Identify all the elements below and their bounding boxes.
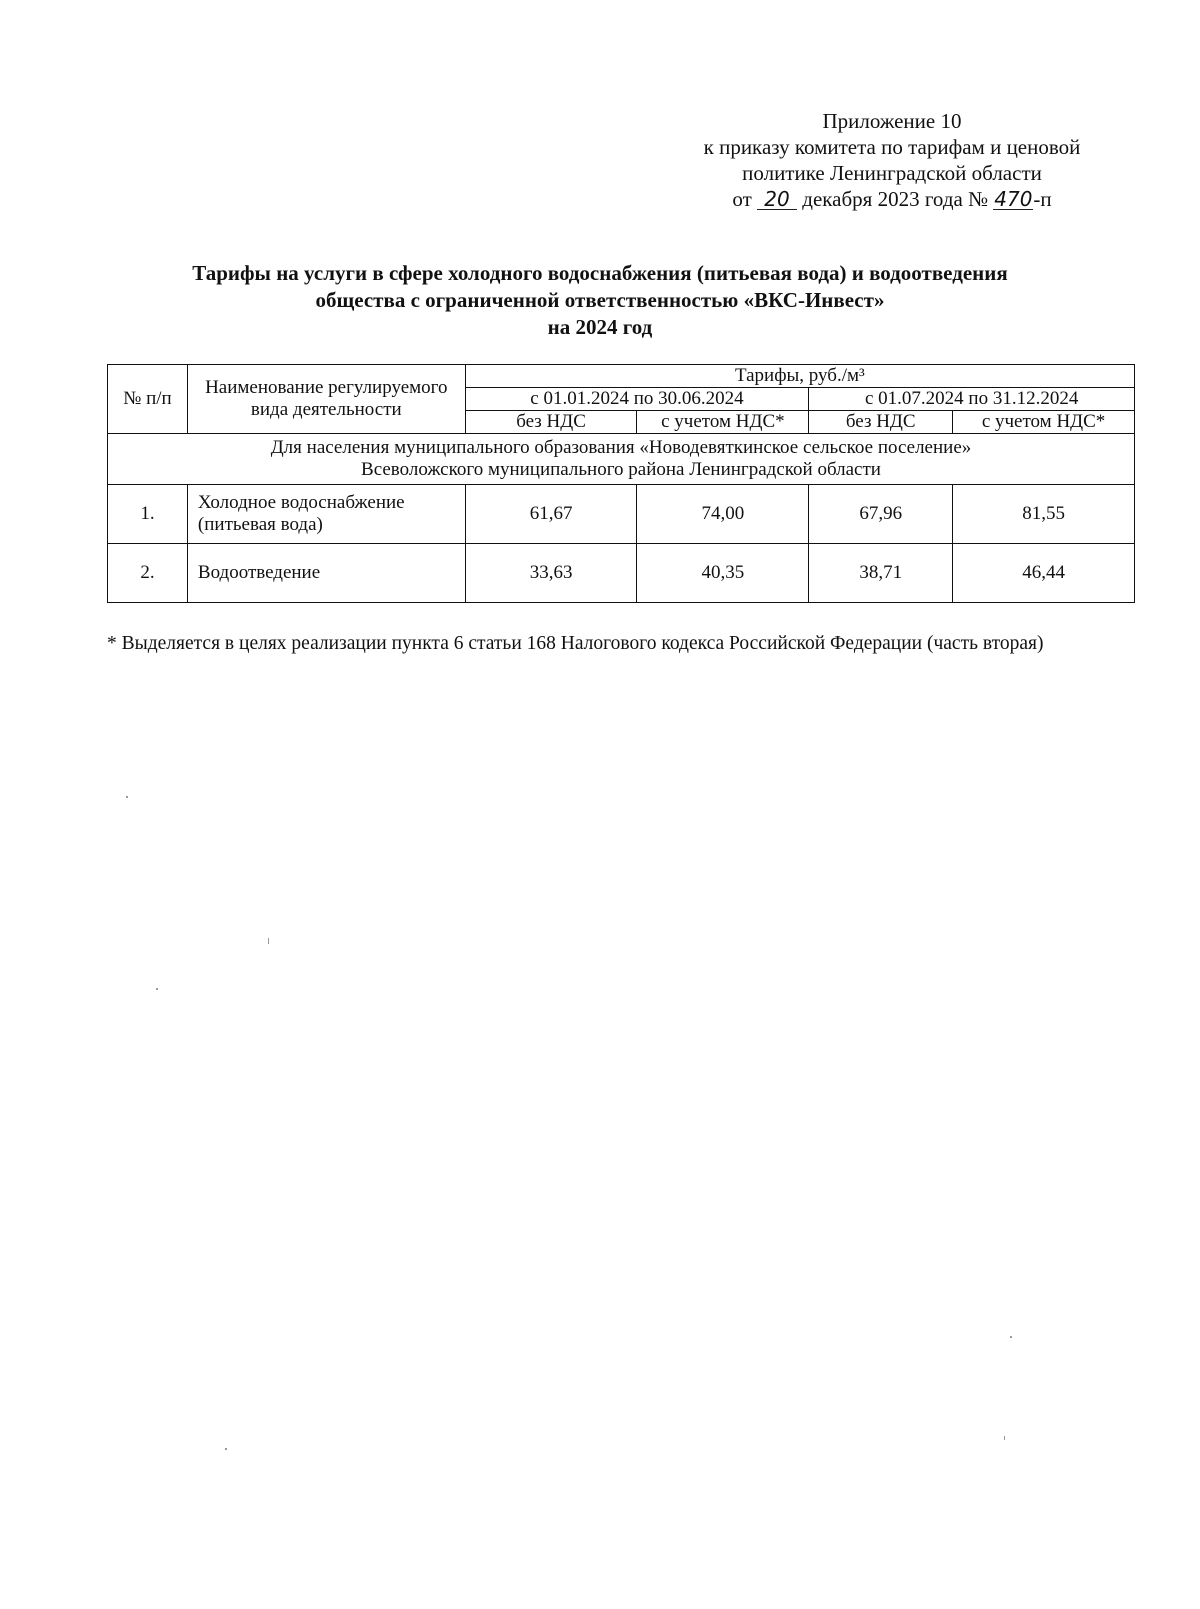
- scan-speck: [1010, 1336, 1012, 1338]
- row-p2-no-vat: 67,96: [809, 485, 953, 544]
- row-p2-with-vat: 81,55: [953, 485, 1135, 544]
- row-p1-no-vat: 33,63: [465, 544, 637, 603]
- row-num: 2.: [108, 544, 188, 603]
- title-line-2: общества с ограниченной ответственностью «ВКС-Инвест»: [315, 288, 885, 312]
- appendix-header: [652, 108, 1132, 212]
- handwritten-day: 20: [757, 189, 797, 210]
- scan-speck: [268, 938, 269, 944]
- header-period-1: с 01.01.2024 по 30.06.2024: [465, 388, 809, 411]
- date-prefix: от: [732, 187, 752, 211]
- group-line-1: Для населения муниципального образования «Новодевяткинское сельское поселение»: [270, 437, 972, 458]
- appendix-line-3: политике Ленинградской области: [742, 161, 1042, 185]
- header-tariffs: Тарифы, руб./м³: [465, 365, 1134, 388]
- group-row: [108, 434, 1135, 485]
- row-p1-no-vat: 61,67: [465, 485, 637, 544]
- table-header-row-1: [108, 365, 1135, 388]
- row-p1-with-vat: 40,35: [637, 544, 809, 603]
- scan-speck: [1004, 1436, 1005, 1440]
- header-period-2: с 01.07.2024 по 31.12.2024: [809, 388, 1135, 411]
- group-cell: [108, 434, 1135, 485]
- scan-speck: [225, 1448, 227, 1450]
- scan-speck: [126, 796, 128, 798]
- date-middle: декабря 2023 года №: [802, 187, 989, 211]
- row-num: 1.: [108, 485, 188, 544]
- header-activity-name: Наименование регулируемого вида деятельности: [187, 365, 465, 434]
- header-p1-no-vat: без НДС: [465, 411, 637, 434]
- header-num: № п/п: [108, 365, 188, 434]
- header-p2-no-vat: без НДС: [809, 411, 953, 434]
- title-line-1: Тарифы на услуги в сфере холодного водоснабжения (питьевая вода) и водоотведения: [192, 261, 1008, 285]
- appendix-date-line: [652, 186, 1132, 212]
- header-p1-with-vat: с учетом НДС*: [637, 411, 809, 434]
- group-line-2: Всеволожского муниципального района Ленинградской области: [361, 459, 881, 480]
- row-p1-with-vat: 74,00: [637, 485, 809, 544]
- appendix-line-2: к приказу комитета по тарифам и ценовой: [703, 135, 1081, 159]
- table-row: [108, 544, 1135, 603]
- row-p2-with-vat: 46,44: [953, 544, 1135, 603]
- row-name: Водоотведение: [187, 544, 465, 603]
- document-title: [100, 260, 1100, 341]
- number-suffix: -п: [1033, 187, 1052, 211]
- title-line-3: на 2024 год: [547, 315, 653, 339]
- tariffs-table: [107, 364, 1135, 603]
- handwritten-number: 470: [994, 187, 1033, 211]
- scan-speck: [156, 988, 158, 990]
- row-p2-no-vat: 38,71: [809, 544, 953, 603]
- appendix-line-1: Приложение 10: [822, 109, 962, 133]
- row-name: Холодное водоснабжение (питьевая вода): [187, 485, 465, 544]
- table-row: [108, 485, 1135, 544]
- header-p2-with-vat: с учетом НДС*: [953, 411, 1135, 434]
- footnote: * Выделяется в целях реализации пункта 6 статьи 168 Налогового кодекса Российской Федерации (часть вторая): [107, 633, 1044, 654]
